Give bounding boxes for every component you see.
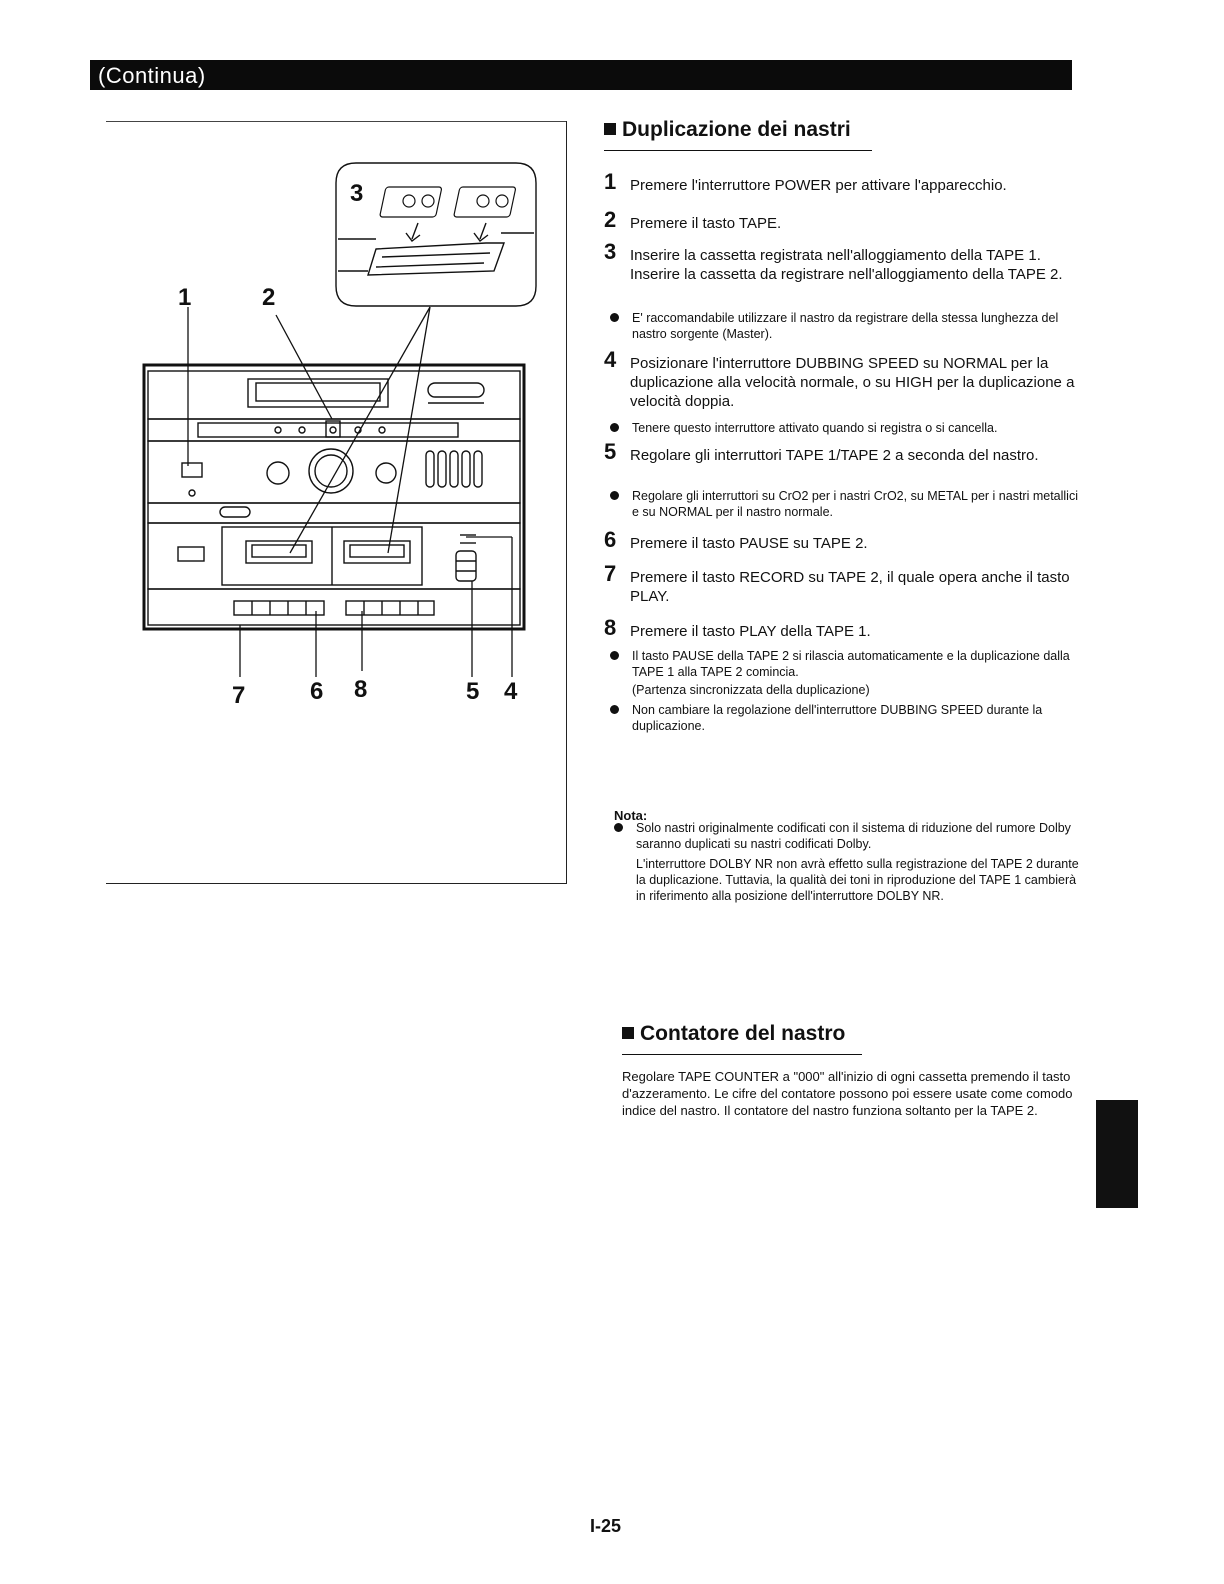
equalizer-sliders	[426, 451, 482, 487]
step-number: 6	[604, 527, 617, 552]
note-label: Nota:	[614, 808, 648, 823]
arrow-down-icon	[474, 223, 488, 241]
note-text: Solo nastri originalmente codificati con il sistema di riduzione del rumore Dolby saranno duplicati su nastri codificati Dolby.	[636, 821, 1071, 851]
header-label: (Continua)	[98, 63, 206, 88]
bullet-text: Non cambiare la regolazione dell'interruttore DUBBING SPEED durante la duplicazione.	[632, 703, 1043, 733]
callout-6: 6	[310, 678, 324, 705]
callout-4: 4	[504, 678, 518, 705]
bullet-dot-icon	[610, 651, 619, 660]
bullet-dot-icon	[610, 491, 619, 500]
step-text: Premere il tasto PAUSE su TAPE 2.	[630, 535, 868, 552]
bullet-text: Tenere questo interruttore attivato quando si registra o si cancella.	[632, 421, 998, 435]
callout-5: 5	[466, 678, 480, 705]
step-5	[604, 439, 1080, 465]
counter-paragraph: Regolare TAPE COUNTER a "000" all'inizio di ogni cassetta premendo il tasto d'azzeramento. Le cifre del contatore possono poi essere usate come comodo indice del nastro. Il contatore del nastro funziona soltanto per la TAPE 2.	[622, 1069, 1073, 1118]
cassette-icon	[380, 187, 516, 217]
page-number: I-25	[590, 1516, 622, 1536]
bullet-dot-icon	[610, 705, 619, 714]
step-number: 3	[604, 239, 617, 264]
step-number: 1	[604, 169, 617, 194]
step-text: Premere il tasto PLAY della TAPE 1.	[630, 623, 871, 640]
bullet-text: Regolare gli interruttori su CrO2 per i nastri CrO2, su METAL per i nastri metallici e su NORMAL per il nastro normale.	[632, 489, 1078, 519]
side-tab-marker	[1096, 1100, 1138, 1208]
header-bar	[90, 60, 1072, 90]
step-2	[604, 207, 1080, 233]
bullet-item	[610, 648, 1080, 680]
step-6	[604, 527, 1080, 553]
callout-8: 8	[354, 676, 368, 703]
inset-bubble	[336, 163, 536, 306]
arrow-down-icon	[406, 223, 420, 241]
step-number: 5	[604, 439, 617, 464]
note-item-continued	[614, 856, 1084, 904]
step-text: Premere l'interruttore POWER per attivare l'apparecchio.	[630, 177, 1007, 194]
bullet-dot-icon	[610, 423, 619, 432]
bullet-item	[610, 310, 1080, 342]
step-number: 8	[604, 615, 617, 640]
callout-7: 7	[232, 682, 246, 709]
bullet-item	[610, 420, 1080, 436]
step-number: 2	[604, 207, 617, 232]
bullet-item	[610, 702, 1080, 734]
step-4	[604, 347, 1080, 411]
step-number: 7	[604, 561, 617, 586]
step-8	[604, 615, 1080, 641]
callout-3: 3	[350, 180, 364, 207]
step-text: Regolare gli interruttori TAPE 1/TAPE 2 a seconda del nastro.	[630, 447, 1039, 464]
step-number: 4	[604, 347, 617, 372]
bullet-subline	[610, 682, 1080, 698]
step-text: Inserire la cassetta registrata nell'alloggiamento della TAPE 1. Inserire la cassetta da registrare nell'alloggiamento della TAPE 2.	[630, 247, 1063, 283]
deck-slot	[368, 243, 504, 275]
bullet-dot-icon	[610, 313, 619, 322]
bullet-text: Il tasto PAUSE della TAPE 2 si rilascia automaticamente e la duplicazione dalla TAPE 1 alla TAPE 2 comincia.	[632, 649, 1070, 679]
callout-1: 1	[178, 284, 192, 311]
section-title-text: Contatore del nastro	[640, 1022, 846, 1045]
bullet-text: E' raccomandabile utilizzare il nastro da registrare della stessa lunghezza del nastro sorgente (Master).	[632, 311, 1059, 341]
step-3	[604, 239, 1080, 284]
square-bullet-icon	[604, 123, 616, 135]
callout-2: 2	[262, 284, 276, 311]
step-text: Premere il tasto TAPE.	[630, 215, 782, 232]
section-title-dubbing	[604, 118, 872, 151]
step-1	[604, 169, 1080, 195]
note-item	[614, 820, 1084, 852]
section-title-text: Duplicazione dei nastri	[622, 118, 851, 141]
step-7	[604, 561, 1080, 606]
square-bullet-icon	[622, 1027, 634, 1039]
note-text: L'interruttore DOLBY NR non avrà effetto sulla registrazione del TAPE 2 durante la duplicazione. Tuttavia, la qualità dei toni in riproduzione del TAPE 1 cambierà in riferimento alla posizione dell'interruttore DOLBY NR.	[636, 857, 1079, 903]
step-text: Premere il tasto RECORD su TAPE 2, il quale opera anche il tasto PLAY.	[630, 569, 1070, 605]
bullet-text: (Partenza sincronizzata della duplicazione)	[632, 683, 870, 697]
step-text: Posizionare l'interruttore DUBBING SPEED su NORMAL per la duplicazione alla velocità normale, o su HIGH per la duplicazione a velocità doppia.	[630, 355, 1075, 410]
section-title-counter	[622, 1022, 862, 1055]
bullet-dot-icon	[614, 823, 623, 832]
stereo-illustration	[106, 121, 566, 721]
leader-lines	[188, 307, 512, 677]
bullet-item	[610, 488, 1080, 520]
